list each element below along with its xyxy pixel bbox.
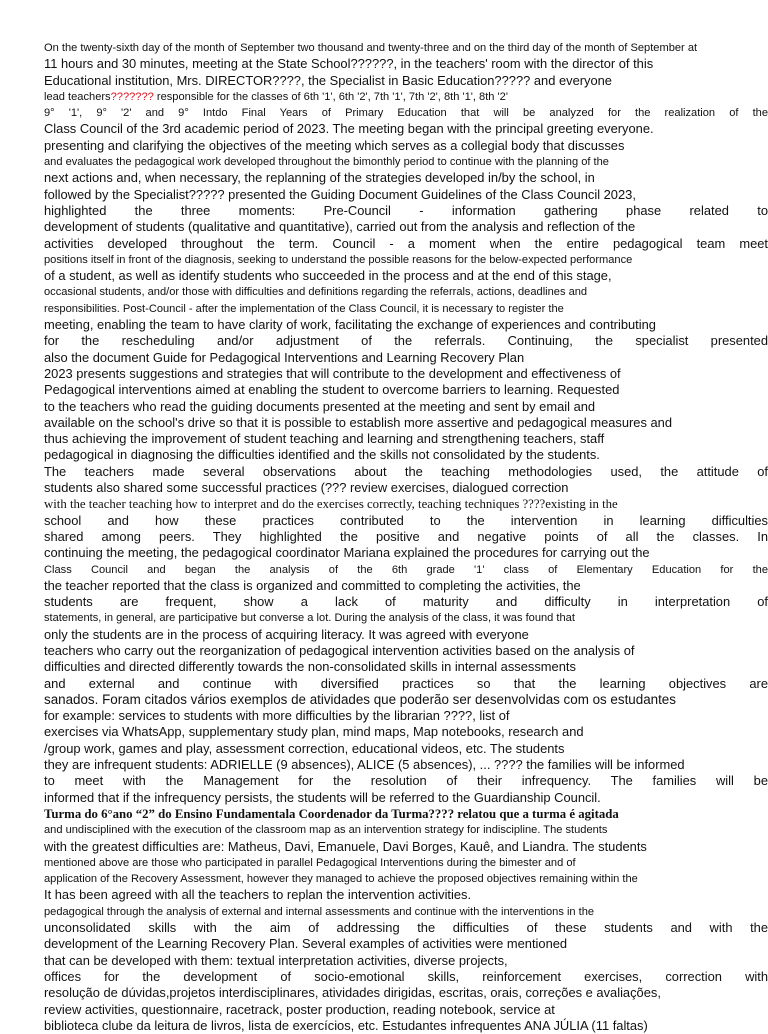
document-line: next actions and, when necessary, the replanning of the strategies developed in/by the school, in: [44, 170, 595, 186]
document-line: On the twenty-sixth day of the month of September two thousand and twenty-three and on the third day of the month of September at: [44, 42, 698, 54]
document-line: students also shared some successful practices (??? review exercises, dialogued correction: [44, 480, 569, 496]
document-line: with the greatest difficulties are: Matheus, Davi, Emanuele, Davi Borges, Kauê, and Liandra. The students: [44, 838, 647, 854]
document-line: of a student, as well as identify students who succeeded in the process and at the end of this stage,: [44, 268, 612, 284]
document-line: sanados. Foram citados vários exemplos de atividades que poderão ser desenvolvidas com os estudantes: [44, 691, 676, 707]
document-line: meeting, enabling the team to have clarity of work, facilitating the exchange of experiences and contributing: [44, 317, 656, 333]
document-line: exercises via WhatsApp, supplementary study plan, mind maps, Map notebooks, research and: [44, 724, 584, 740]
document-line: highlighted the three moments: Pre-Council - information gathering phase related to: [44, 202, 768, 218]
document-line: activities developed throughout the term. Council - a moment when the entire pedagogical team meet: [44, 235, 768, 251]
highlighted-placeholder: ???????: [110, 90, 154, 103]
line-text: lead teachers: [44, 90, 111, 103]
document-line: 11 hours and 30 minutes, meeting at the State School??????, in the teachers' room with the director of this: [44, 56, 654, 72]
document-line: school and how these practices contributed to the intervention in learning difficulties: [44, 512, 768, 528]
document-line: presenting and clarifying the objectives of the meeting which serves as a collegial body that discusses: [44, 137, 625, 153]
document-line: development of students (qualitative and quantitative), carried out from the analysis and reflection of the: [44, 219, 636, 235]
document-line: to meet with the Management for the resolution of their infrequency. The families will be: [44, 773, 768, 789]
document-line: /group work, games and play, assessment correction, educational videos, etc. The students: [44, 740, 565, 756]
document-line: Class Council and began the analysis of the 6th grade '1' class of Elementary Education for the: [44, 563, 768, 576]
document-line: also the document Guide for Pedagogical Interventions and Learning Recovery Plan: [44, 349, 525, 365]
document-line: with the teacher teaching how to interpret and do the exercises correctly, teaching techniques ????existing in the: [44, 497, 618, 512]
document-line: shared among peers. They highlighted the positive and negative points of all the classes. In: [44, 528, 768, 544]
line-text: responsible for the classes of 6th '1', 6th '2', 7th '1', 7th '2', 8th '1', 8th '2': [153, 90, 508, 103]
document-line: the teacher reported that the class is organized and committed to completing the activities, the: [44, 577, 581, 593]
document-line: available on the school's drive so that it is possible to establish more assertive and pedagogical measures and: [44, 414, 673, 430]
document-line: statements, in general, are participative but converse a lot. During the analysis of the class, it was found that: [44, 612, 575, 625]
document-line: and evaluates the pedagogical work developed throughout the bimonthly period to continue with the planning of the: [44, 156, 609, 169]
document-line: continuing the meeting, the pedagogical coordinator Mariana explained the procedures for carrying out the: [44, 545, 650, 561]
document-line: Turma do 6°ano “2” do Ensino Fundamentala Coordenador da Turma???? relatou que a turma é agitada: [44, 806, 619, 821]
document-line: only the students are in the process of acquiring literacy. It was agreed with everyone: [44, 626, 529, 642]
document-line: occasional students, and/or those with difficulties and definitions regarding the referrals, actions, deadlines and: [44, 286, 588, 299]
document-line: thus achieving the improvement of student teaching and learning and strengthening teachers, staff: [44, 431, 605, 447]
document-line: [44, 89, 768, 105]
document-line: for example: services to students with more difficulties by the librarian ????, list of: [44, 708, 510, 724]
document-line: difficulties and directed differently towards the non-consolidated skills in internal assessments: [44, 659, 576, 675]
document-line: positions itself in front of the diagnosis, seeking to understand the possible reasons for the below-expected performance: [44, 253, 633, 266]
document-line: development of the Learning Recovery Plan. Several examples of activities were mentioned: [44, 936, 568, 952]
document-line: 2023 presents suggestions and strategies that will contribute to the development and effectiveness of: [44, 365, 621, 381]
document-line: biblioteca clube da leitura de livros, lista de exercícios, etc. Estudantes infrequentes ANA JÚLIA (11 faltas): [44, 1017, 648, 1033]
document-line: It has been agreed with all the teachers to replan the intervention activities.: [44, 887, 472, 903]
document-line: Pedagogical interventions aimed at enabling the student to overcome barriers to learning. Requested: [44, 382, 620, 398]
document-line: The teachers made several observations about the teaching methodologies used, the attitude of: [44, 463, 768, 479]
document-line: resolução de dúvidas,projetos interdisciplinares, atividades dirigidas, escritas, orais, correções e avaliações,: [44, 985, 661, 1001]
document-line: Educational institution, Mrs. DIRECTOR????, the Specialist in Basic Education????? and everyone: [44, 72, 612, 88]
document-line: that can be developed with them: textual interpretation activities, diverse projects,: [44, 952, 508, 968]
document-line: teachers who carry out the reorganization of pedagogical intervention activities based on the analysis of: [44, 642, 635, 658]
document-line: application of the Recovery Assessment, however they managed to achieve the proposed objectives remaining within the: [44, 873, 638, 886]
document-line: responsibilities. Post-Council - after the implementation of the Class Council, it is necessary to register the: [44, 302, 564, 315]
document-line: review activities, questionnaire, racetrack, poster production, reading notebook, service at: [44, 1001, 555, 1017]
document-line: pedagogical in diagnosing the difficulties identified and the skills not consolidated by the students.: [44, 447, 600, 463]
document-line: students are frequent, show a lack of maturity and difficulty in interpretation of: [44, 594, 768, 610]
document-line: informed that if the infrequency persists, the students will be referred to the Guardianship Council.: [44, 789, 601, 805]
document-line: mentioned above are those who participated in parallel Pedagogical Interventions during the bimester and of: [44, 856, 576, 869]
document-line: unconsolidated skills with the aim of addressing the difficulties of these students and with the: [44, 920, 768, 936]
document-line: for the rescheduling and/or adjustment of the referrals. Continuing, the specialist presented: [44, 333, 768, 349]
document-line: and external and continue with diversified practices so that the learning objectives are: [44, 675, 768, 691]
document-line: and undisciplined with the execution of the classroom map as an intervention strategy for indiscipline. The students: [44, 824, 608, 837]
document-line: to the teachers who read the guiding documents presented at the meeting and sent by email and: [44, 398, 596, 414]
document-line: 9° '1', 9° '2' and 9° Intdo Final Years of Primary Education that will be analyzed for the realization of the: [44, 107, 768, 120]
document-line: they are infrequent students: ADRIELLE (9 absences), ALICE (5 absences), ... ???? the families will be informed: [44, 757, 685, 773]
document-body: [44, 40, 768, 1033]
document-line: offices for the development of socio-emotional skills, reinforcement exercises, correction with: [44, 968, 768, 984]
document-line: followed by the Specialist????? presented the Guiding Document Guidelines of the Class Council 2023,: [44, 186, 636, 202]
document-line: pedagogical through the analysis of external and internal assessments and continue with the interventions in the: [44, 905, 595, 918]
document-line: Class Council of the 3rd academic period of 2023. The meeting began with the principal greeting everyone.: [44, 121, 654, 137]
